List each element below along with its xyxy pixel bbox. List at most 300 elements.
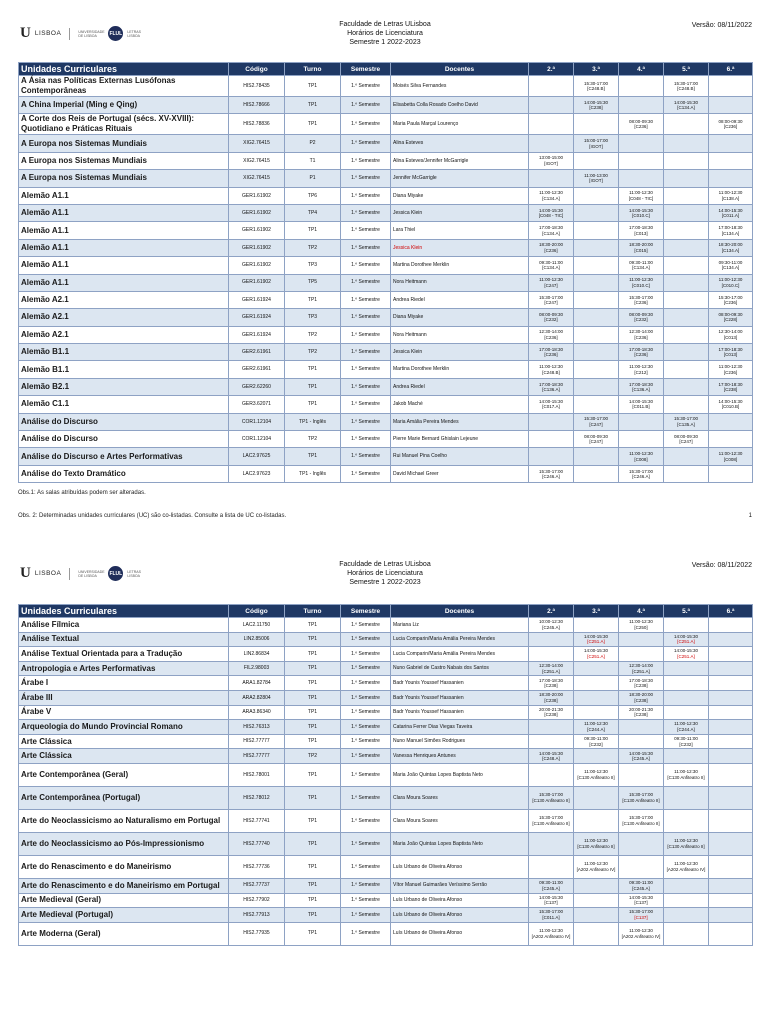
table-row [19, 720, 753, 735]
course-turno: TP1 [285, 878, 341, 893]
column-header: Semestre [341, 605, 391, 618]
course-turno: TP1 [285, 378, 341, 395]
schedule-slot [574, 786, 619, 809]
schedule-slot [574, 676, 619, 691]
course-name: Alemão A1.1 [19, 274, 229, 291]
course-code: GER1.61924 [229, 291, 285, 308]
course-teacher: David Michael Greer [391, 465, 529, 482]
schedule-slot: 11:00-12:30 [C008] [709, 448, 753, 465]
schedule-slot: 17:00-18:30 [C238] [619, 676, 664, 691]
schedule-slot: 15:30-17:00 [C246.A] [529, 465, 574, 482]
course-semester: 1.º Semestre [341, 187, 391, 204]
flul-logo: FLUL [108, 26, 123, 41]
schedule-slot: 14:00-15:30 [C011.B] [619, 396, 664, 413]
faculty-name: Faculdade de Letras ULisboa [339, 21, 431, 28]
schedule-slot [709, 734, 753, 749]
schedule-slot [574, 204, 619, 221]
table-row [19, 749, 753, 764]
course-teacher: Clara Moura Soares [391, 809, 529, 832]
schedule-slot: 09:30-11:00 [C232] [574, 734, 619, 749]
course-turno: TP1 [285, 661, 341, 676]
course-code: HIS2.77777 [229, 734, 285, 749]
course-semester: 1.º Semestre [341, 908, 391, 923]
course-name: Alemão B2.1 [19, 378, 229, 395]
course-semester: 1.º Semestre [341, 720, 391, 735]
course-semester: 1.º Semestre [341, 97, 391, 114]
course-semester: 1.º Semestre [341, 114, 391, 135]
version-label: Versão: 08/11/2022 [691, 22, 752, 29]
schedule-table [18, 62, 753, 483]
course-name: Análise Fílmica [19, 618, 229, 633]
page-2 [0, 540, 768, 1024]
course-code: XIG2.76415 [229, 135, 285, 152]
course-teacher: Martina Dorothee Merklin [391, 361, 529, 378]
course-turno: TP1 [285, 720, 341, 735]
course-code: HIS2.78836 [229, 114, 285, 135]
course-turno: TP1 [285, 855, 341, 878]
schedule-slot [709, 893, 753, 908]
course-teacher: Maria João Quintas Lopes Baptista Neto [391, 763, 529, 786]
schedule-slot [664, 344, 709, 361]
course-teacher: Luís Urbano de Oliveira Afonso [391, 855, 529, 878]
schedule-slot [574, 222, 619, 239]
schedule-slot [574, 922, 619, 945]
column-header: Semestre [341, 63, 391, 76]
course-turno: TP1 [285, 893, 341, 908]
course-name: Arte Medieval (Portugal) [19, 908, 229, 923]
course-teacher: Badr Younis Youssef Hassanien [391, 705, 529, 720]
schedule-slot [619, 152, 664, 169]
schedule-slot [709, 661, 753, 676]
schedule-slot: 08:00-09:30 [C232] [619, 309, 664, 326]
schedule-slot: 11:00-12:30 [C250] [619, 618, 664, 633]
course-semester: 1.º Semestre [341, 448, 391, 465]
university-logo [20, 25, 153, 42]
course-name: Arte Moderna (Geral) [19, 922, 229, 945]
obs-2: Obs. 2: Determinadas unidades curriculares (UC) são co-listadas. Consulte a lista de UC co-listadas. [18, 513, 287, 519]
schedule-slot [574, 396, 619, 413]
course-turno: TP4 [285, 204, 341, 221]
schedule-slot [529, 734, 574, 749]
column-header: 3.ª [574, 605, 619, 618]
schedule-slot [664, 257, 709, 274]
schedule-slot [709, 786, 753, 809]
table-row [19, 632, 753, 647]
course-teacher: Maria Amália Pereira Mendes [391, 413, 529, 430]
schedule-slot: 12:30-14:00 [C251.A] [529, 661, 574, 676]
course-name: Arte do Neoclassicismo ao Pós-Impressionismo [19, 832, 229, 855]
course-turno: TP1 [285, 76, 341, 97]
table-row [19, 647, 753, 662]
course-semester: 1.º Semestre [341, 309, 391, 326]
schedule-slot: 08:00-09:30 [C228] [709, 309, 753, 326]
course-teacher: Clara Moura Soares [391, 786, 529, 809]
schedule-slot [619, 647, 664, 662]
schedule-slot: 11:00-12:30 [C048 - TIC] [619, 187, 664, 204]
schedule-slot: 14:00-15:30 [C010.B] [709, 396, 753, 413]
schedule-slot [619, 76, 664, 97]
course-name: Alemão C1.1 [19, 396, 229, 413]
table-row [19, 676, 753, 691]
schedule-slot [709, 720, 753, 735]
logo-small-2: LETRAS LISBOA [127, 29, 141, 38]
schedule-slot: 11:00-12:30 [A202 Anfiteatro IV] [664, 855, 709, 878]
course-name: Alemão A1.1 [19, 239, 229, 256]
schedule-slot [574, 187, 619, 204]
course-semester: 1.º Semestre [341, 326, 391, 343]
schedule-slot: 11:00-12:30 [C244.A] [664, 720, 709, 735]
schedule-slot: 09:30-11:00 [C245.A] [619, 878, 664, 893]
column-header: 6.ª [709, 605, 753, 618]
course-teacher: Lucia Comparin/Maria Amália Pereira Mendes [391, 647, 529, 662]
schedule-slot: 14:00-15:30 [C251.A] [664, 632, 709, 647]
course-code: GER1.61902 [229, 257, 285, 274]
schedule-slot [574, 661, 619, 676]
schedule-slot: 15:00-17:00 [IGOT] [574, 135, 619, 152]
course-teacher: Moisés Silva Fernandes [391, 76, 529, 97]
course-name: Alemão A1.1 [19, 204, 229, 221]
course-turno: TP1 [285, 690, 341, 705]
course-name: Análise Textual Orientada para a Tradução [19, 647, 229, 662]
course-code: GER2.62260 [229, 378, 285, 395]
table-row [19, 378, 753, 395]
course-teacher: Nora Heitmann [391, 326, 529, 343]
schedule-slot [619, 720, 664, 735]
table-row [19, 690, 753, 705]
course-semester: 1.º Semestre [341, 749, 391, 764]
schedule-slot: 15:30-17:00 [C247] [529, 291, 574, 308]
table-row [19, 448, 753, 465]
schedule-slot: 12:30-14:00 [C236] [529, 326, 574, 343]
university-logo [20, 565, 153, 582]
schedule-slot: 11:00-12:30 [C236] [709, 361, 753, 378]
schedule-slot [664, 222, 709, 239]
schedule-slot [709, 647, 753, 662]
schedule-slot [619, 832, 664, 855]
schedule-slot: 11:00-12:30 [C212] [619, 361, 664, 378]
schedule-slot: 14:00-15:30 [C011.A] [709, 204, 753, 221]
schedule-slot: 11:00-12:30 [C134.A] [529, 187, 574, 204]
schedule-slot: 17:00-18:30 [C134.A] [709, 222, 753, 239]
course-name: Análise do Texto Dramático [19, 465, 229, 482]
table-row [19, 618, 753, 633]
column-header: Código [229, 63, 285, 76]
table-row [19, 878, 753, 893]
course-turno: TP1 [285, 922, 341, 945]
course-semester: 1.º Semestre [341, 786, 391, 809]
header-center [280, 20, 490, 47]
schedule-slot [664, 396, 709, 413]
schedule-slot [664, 378, 709, 395]
course-name: Árabe V [19, 705, 229, 720]
schedule-slot [664, 786, 709, 809]
schedule-slot [529, 170, 574, 187]
course-name: Arte Medieval (Geral) [19, 893, 229, 908]
schedule-slot [574, 908, 619, 923]
schedule-slot [574, 361, 619, 378]
course-turno: TP1 [285, 361, 341, 378]
schedule-slot [664, 465, 709, 482]
table-row [19, 809, 753, 832]
table-row [19, 222, 753, 239]
course-code: HIS2.77741 [229, 809, 285, 832]
schedule-slot: 11:00-12:30 [A202 Anfiteatro IV] [574, 855, 619, 878]
semester-label: Semestre 1 2022-2023 [349, 39, 421, 46]
schedule-slot [574, 618, 619, 633]
schedule-slot: 15:30-17:00 [C130 Anfiteatro II] [529, 786, 574, 809]
schedule-slot [574, 448, 619, 465]
course-turno: TP1 [285, 632, 341, 647]
course-teacher: Andrea Riedel [391, 378, 529, 395]
course-turno: TP2 [285, 326, 341, 343]
schedule-slot [529, 448, 574, 465]
schedule-slot: 11:00-13:00 [IGOT] [574, 170, 619, 187]
column-header: Código [229, 605, 285, 618]
course-code: LIN2.85006 [229, 632, 285, 647]
schedule-slot: 17:00-18:30 [C136.A] [619, 378, 664, 395]
schedule-slot [619, 135, 664, 152]
schedule-slot: 12:30-14:00 [C236] [619, 326, 664, 343]
schedule-slot [664, 878, 709, 893]
schedule-slot [574, 309, 619, 326]
schedule-slot [664, 187, 709, 204]
table-row [19, 893, 753, 908]
schedule-slot [529, 855, 574, 878]
schedule-slot: 15:30-17:00 [C236] [619, 291, 664, 308]
logo-text: LISBOA [34, 30, 62, 37]
course-teacher: Vítor Manuel Guimarães Veríssimo Serrão [391, 878, 529, 893]
course-code: XIG2.76415 [229, 152, 285, 169]
course-turno: TP1 [285, 291, 341, 308]
table-row [19, 832, 753, 855]
table-row [19, 431, 753, 448]
schedule-slot: 08:00-09:30 [C232] [529, 309, 574, 326]
course-turno: TP6 [285, 187, 341, 204]
course-semester: 1.º Semestre [341, 291, 391, 308]
schedule-slot [709, 690, 753, 705]
schedule-slot [664, 809, 709, 832]
course-semester: 1.º Semestre [341, 618, 391, 633]
course-name: Análise Textual [19, 632, 229, 647]
logo-u: U [20, 25, 31, 41]
schedule-slot [709, 878, 753, 893]
table-row [19, 855, 753, 878]
schedule-slot [664, 705, 709, 720]
column-header: 3.ª [574, 63, 619, 76]
course-teacher: Diana Miyake [391, 309, 529, 326]
course-turno: T1 [285, 152, 341, 169]
course-name: Arte do Renascimento e do Maneirismo em Portugal [19, 878, 229, 893]
course-name: A Europa nos Sistemas Mundiais [19, 170, 229, 187]
course-teacher: Maria João Quintas Lopes Baptista Neto [391, 832, 529, 855]
course-code: ARA1.82784 [229, 676, 285, 691]
column-header: 2.ª [529, 605, 574, 618]
schedule-slot [574, 690, 619, 705]
course-turno: TP1 [285, 908, 341, 923]
schedule-slot [529, 76, 574, 97]
flul-logo: FLUL [108, 566, 123, 581]
schedule-slot [709, 618, 753, 633]
course-teacher: Nora Heitmann [391, 274, 529, 291]
column-header: 5.ª [664, 63, 709, 76]
column-header: Turno [285, 63, 341, 76]
schedule-slot: 20:00-21:30 [C238] [529, 705, 574, 720]
course-code: GER1.61924 [229, 326, 285, 343]
course-turno: TP2 [285, 239, 341, 256]
course-turno: TP2 [285, 749, 341, 764]
column-header: 4.ª [619, 63, 664, 76]
schedule-slot [574, 749, 619, 764]
schedule-slot [709, 922, 753, 945]
schedule-slot: 09:30-11:00 [C232] [664, 734, 709, 749]
schedule-slot [529, 97, 574, 114]
schedule-slot [709, 413, 753, 430]
table-row [19, 413, 753, 430]
schedule-slot [574, 378, 619, 395]
schedule-slot [529, 832, 574, 855]
schedule-slot: 17:00-18:30 [C136.A] [529, 378, 574, 395]
schedule-slot [709, 431, 753, 448]
header-center [280, 560, 490, 587]
schedule-slot: 17:00-18:30 [C134.A] [529, 222, 574, 239]
schedule-slot [709, 705, 753, 720]
table-row [19, 170, 753, 187]
course-semester: 1.º Semestre [341, 832, 391, 855]
course-code: HIS2.77902 [229, 893, 285, 908]
schedule-slot: 18:30-20:00 [C134.A] [709, 239, 753, 256]
course-turno: TP1 [285, 676, 341, 691]
course-name: Arte do Renascimento e do Maneirismo [19, 855, 229, 878]
schedule-slot [664, 114, 709, 135]
schedule-slot [529, 431, 574, 448]
course-turno: TP2 [285, 431, 341, 448]
course-turno: P1 [285, 170, 341, 187]
schedule-slot: 13:00-15:00 [IGOT] [529, 152, 574, 169]
schedule-slot [709, 749, 753, 764]
schedule-slot [709, 170, 753, 187]
faculty-name: Faculdade de Letras ULisboa [339, 561, 431, 568]
course-turno: TP1 [285, 222, 341, 239]
course-code: GER2.61961 [229, 361, 285, 378]
table-row [19, 908, 753, 923]
course-semester: 1.º Semestre [341, 413, 391, 430]
course-code: GER3.62071 [229, 396, 285, 413]
schedule-slot: 14:00-15:30 [C134.A] [664, 97, 709, 114]
course-code: FIL2.98003 [229, 661, 285, 676]
schedule-slot [709, 97, 753, 114]
course-teacher: Jessica Klein [391, 344, 529, 361]
course-name: Árabe III [19, 690, 229, 705]
schedule-slot [529, 720, 574, 735]
course-turno: TP3 [285, 257, 341, 274]
course-semester: 1.º Semestre [341, 705, 391, 720]
course-turno: TP1 [285, 786, 341, 809]
schedule-slot [709, 465, 753, 482]
course-semester: 1.º Semestre [341, 465, 391, 482]
schedule-slot [664, 274, 709, 291]
schedule-slot: 11:00-12:30 [A202 Anfiteatro IV] [619, 922, 664, 945]
column-header: 4.ª [619, 605, 664, 618]
schedule-slot [574, 152, 619, 169]
schedule-slot: 14:00-15:30 [C048 - TIC] [529, 204, 574, 221]
course-semester: 1.º Semestre [341, 135, 391, 152]
schedule-slot [664, 908, 709, 923]
schedule-slot: 14:00-15:30 [C248.A] [529, 749, 574, 764]
schedule-slot: 09:30-11:00 [C245.A] [529, 878, 574, 893]
schedule-slot: 11:00-12:30 [C130 Anfiteatro II] [574, 763, 619, 786]
logo-small: UNIVERSIDADE DE LISBOA [78, 29, 105, 38]
schedule-slot: 15:30-17:00 [C246.A] [619, 465, 664, 482]
course-code: GER1.61902 [229, 204, 285, 221]
table-header-row [19, 63, 753, 76]
course-semester: 1.º Semestre [341, 76, 391, 97]
schedule-slot [664, 361, 709, 378]
schedule-slot [574, 705, 619, 720]
column-header: 2.ª [529, 63, 574, 76]
schedule-slot [529, 413, 574, 430]
course-teacher: Lara Thiel [391, 222, 529, 239]
schedule-slot: 14:00-15:30 [C251.A] [664, 647, 709, 662]
course-semester: 1.º Semestre [341, 922, 391, 945]
schedule-slot: 12:30-14:00 [C251.A] [619, 661, 664, 676]
schedule-slot: 14:00-15:30 [C017.A] [529, 396, 574, 413]
course-turno: TP1 [285, 97, 341, 114]
schedule-slot [619, 632, 664, 647]
course-teacher: Jakob Maché [391, 396, 529, 413]
schedule-slot [709, 855, 753, 878]
schedule-slot: 12:30-14:00 [C013] [709, 326, 753, 343]
course-teacher: Pierre Marie Bernard Ghislain Lejeune [391, 431, 529, 448]
table-row [19, 152, 753, 169]
course-semester: 1.º Semestre [341, 661, 391, 676]
schedule-slot [664, 204, 709, 221]
schedule-slot: 11:00-12:30 [C130 Anfiteatro II] [574, 832, 619, 855]
schedule-slot [619, 413, 664, 430]
course-turno: P2 [285, 135, 341, 152]
course-turno: TP1 [285, 647, 341, 662]
schedule-slot [664, 152, 709, 169]
page-header [0, 0, 768, 60]
schedule-slot [574, 809, 619, 832]
course-semester: 1.º Semestre [341, 878, 391, 893]
document-title: Horários de Licenciatura [347, 570, 423, 577]
course-teacher: Lucia Comparin/Maria Amália Pereira Mendes [391, 632, 529, 647]
schedule-slot: 14:00-15:30 [C010.C] [619, 204, 664, 221]
schedule-slot: 18:30-20:00 [C238] [619, 690, 664, 705]
course-code: HIS2.77935 [229, 922, 285, 945]
schedule-slot: 11:00-12:30 [C130 Anfiteatro II] [664, 763, 709, 786]
page-number: 1 [748, 513, 752, 519]
schedule-slot: 15:30-17:00 [C130 Anfiteatro II] [619, 809, 664, 832]
schedule-slot: 15:30-17:00 [C130 Anfiteatro II] [529, 809, 574, 832]
course-name: A Ásia nas Políticas Externas Lusófonas Contemporâneas [19, 76, 229, 97]
course-semester: 1.º Semestre [341, 396, 391, 413]
schedule-slot: 14:00-15:30 [C251.A] [574, 632, 619, 647]
course-teacher: Luís Urbano de Oliveira Afonso [391, 922, 529, 945]
course-teacher: Nuno Manuel Simões Rodrigues [391, 734, 529, 749]
table-row [19, 465, 753, 482]
course-name: Análise do Discurso e Artes Performativas [19, 448, 229, 465]
schedule-slot: 11:00-12:30 [C248.B] [529, 361, 574, 378]
schedule-slot [709, 152, 753, 169]
course-teacher: Martina Dorothee Merklin [391, 257, 529, 274]
version-label: Versão: 08/11/2022 [691, 562, 752, 569]
schedule-slot: 18:30-20:00 [C238] [529, 690, 574, 705]
course-name: Arte Clássica [19, 734, 229, 749]
schedule-slot [619, 855, 664, 878]
table-row [19, 274, 753, 291]
schedule-slot [574, 257, 619, 274]
